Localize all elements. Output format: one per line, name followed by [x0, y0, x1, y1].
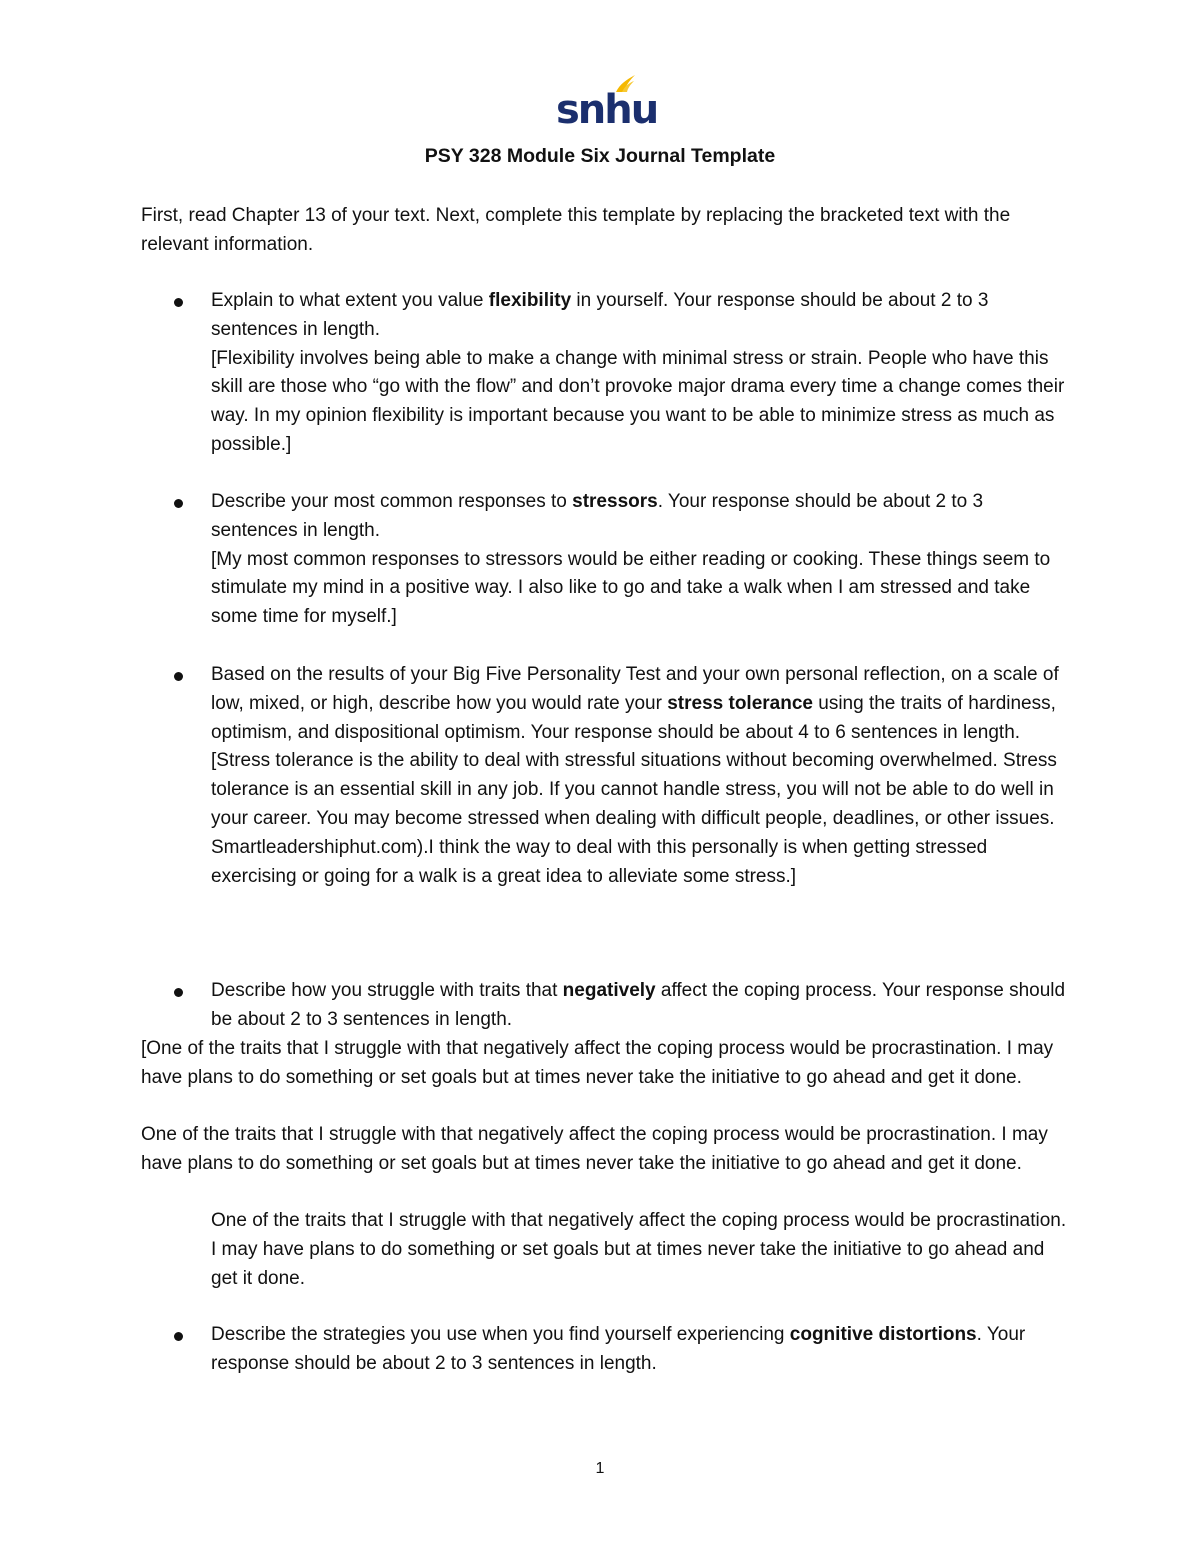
bullet-icon	[174, 663, 186, 675]
prompt-text: Describe how you struggle with traits that	[211, 980, 563, 1001]
answer-paragraph-indented: One of the traits that I struggle with that negatively affect the coping process would be procrastination. I may have plans to do something or set goals but at times never take the initiative to go ahead and get it done.	[211, 1210, 1067, 1289]
logo-wordmark: snhu	[556, 87, 658, 133]
bullet-icon	[174, 490, 186, 502]
prompt-text: in yourself. Your response should be about 2 to 3 sentences in length.	[211, 290, 989, 340]
list-item-cognitive-distortions	[211, 1321, 1071, 1379]
snhu-logo	[556, 74, 658, 134]
document-title: PSY 328 Module Six Journal Template	[424, 145, 776, 167]
prompt-text: Describe your most common responses to	[211, 491, 573, 512]
prompt-keyword: stressors	[572, 491, 658, 512]
prompt-text: . Your response should be about 2 to 3 sentences in length.	[211, 491, 984, 541]
prompt-keyword: negatively	[562, 980, 656, 1001]
prompt-text: using the traits of hardiness, optimism, and dispositional optimism. Your response should be about 4 to 6 sentences in length.	[211, 692, 1056, 743]
bullet-icon	[174, 1323, 186, 1335]
answer-text: [Stress tolerance is the ability to deal with stressful situations without becoming overwhelmed. Stress tolerance is an essential skill in any job. If you cannot handle stress, you will not be able to do well in your career. You may become stressed when dealing with difficult people, deadlines, or other issues. Smartleadershiphut.com).I think the way to deal with this personally is when getting stressed exercising or going for a walk is a great idea to alleviate some stress.]	[211, 750, 1057, 887]
prompt-text: Explain to what extent you value	[211, 290, 489, 311]
list-item-stressors	[211, 488, 1071, 632]
answer-text: [Flexibility involves being able to make a change with minimal stress or strain. People who have this skill are those who “go with the flow” and don’t provoke major drama every time a change comes their way. In my opinion flexibility is important because you want to be able to minimize stress as much as possible.]	[211, 347, 1065, 455]
page-number: 1	[595, 1460, 605, 1477]
prompt-text: Describe the strategies you use when you find yourself experiencing	[211, 1324, 790, 1345]
bullet-icon	[174, 289, 186, 301]
list-item-negative-traits	[211, 977, 1071, 1035]
prompt-keyword: flexibility	[488, 290, 572, 311]
answer-paragraph-flush: One of the traits that I struggle with that negatively affect the coping process would be procrastination. I may have plans to do something or set goals but at times never take the initiative to go ahead and get it done.	[141, 1124, 1048, 1174]
list-item-stress-tolerance	[211, 661, 1071, 891]
bullet-icon	[174, 979, 186, 991]
prompt-keyword: stress tolerance	[667, 692, 813, 714]
prompt-keyword: cognitive distortions	[789, 1324, 977, 1345]
intro-paragraph: First, read Chapter 13 of your text. Next, complete this template by replacing the bracketed text with the relevant information.	[141, 205, 1011, 255]
answer-text: [My most common responses to stressors would be either reading or cooking. These things seem to stimulate my mind in a positive way. I also like to go and take a walk when I am stressed and take some time for myself.]	[211, 548, 1051, 628]
answer-paragraph-flush: [One of the traits that I struggle with that negatively affect the coping process would be procrastination. I may have plans to do something or set goals but at times never take the initiative to go ahead and get it done.	[141, 1038, 1054, 1088]
prompt-text: affect the coping process. Your response should be about 2 to 3 sentences in length.	[211, 980, 1066, 1030]
prompt-text: Based on the results of your Big Five Personality Test and your own personal reflection, on a scale of low, mixed, or high, describe how you would rate your	[211, 664, 1059, 714]
list-item-flexibility	[211, 287, 1071, 460]
prompt-text: . Your response should be about 2 to 3 sentences in length.	[211, 1324, 1026, 1374]
